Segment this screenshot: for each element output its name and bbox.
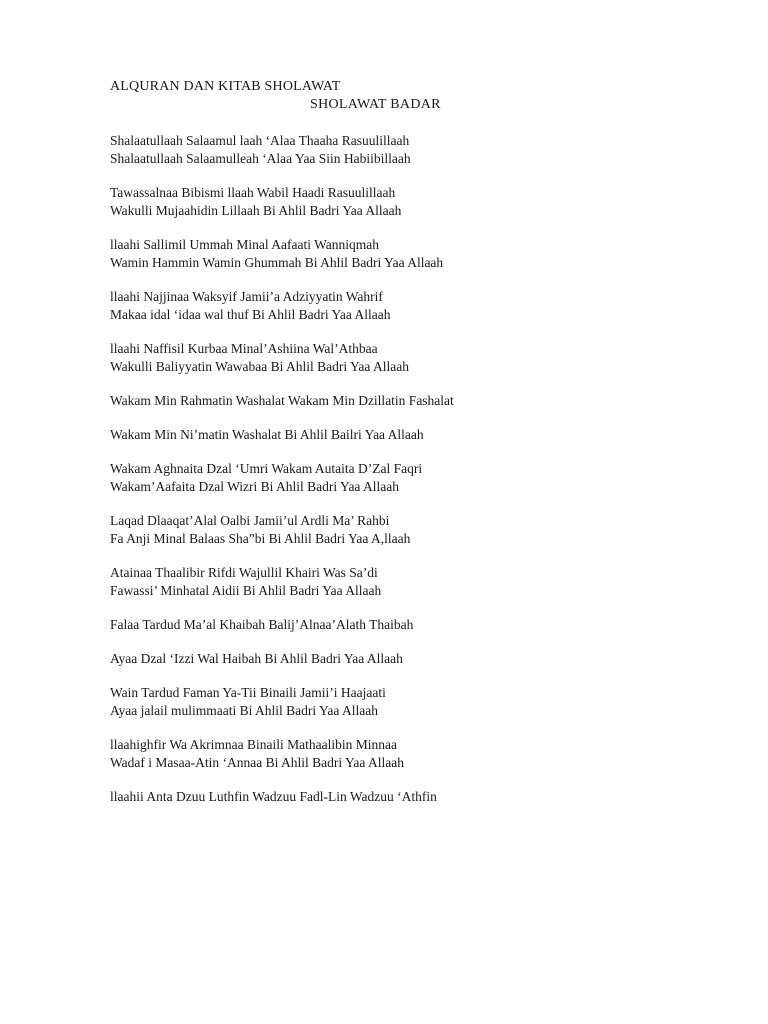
stanza xyxy=(110,650,730,668)
lyric-line: Laqad Dlaaqat’Alal Oalbi Jamii’ul Ardli Ma’ Rahbi xyxy=(110,513,390,528)
stanza xyxy=(110,184,730,220)
stanza xyxy=(110,288,730,324)
stanza xyxy=(110,616,730,634)
lyric-line: Ayaa Dzal ‘Izzi Wal Haibah Bi Ahlil Badri Yaa Allaah xyxy=(110,651,403,666)
lyric-line: llaahi Najjinaa Waksyif Jamii’a Adziyyatin Wahrif xyxy=(110,289,383,304)
stanza xyxy=(110,392,730,410)
stanza xyxy=(110,564,730,600)
lyric-line: Fawassi’ Minhatal Aidii Bi Ahlil Badri Yaa Allaah xyxy=(110,583,382,598)
lyric-line: Wadaf i Masaa-Atin ‘Annaa Bi Ahlil Badri Yaa Allaah xyxy=(110,755,404,770)
lyric-line: Wakam’Aafaita Dzal Wizri Bi Ahlil Badri Yaa Allaah xyxy=(110,479,400,494)
lyric-line: Shalaatullaah Salaamulleah ‘Alaa Yaa Siin Habiibillaah xyxy=(110,151,411,166)
lyric-line: Wain Tardud Faman Ya-Tii Binaili Jamii’i Haajaati xyxy=(110,685,386,700)
stanza xyxy=(110,460,730,496)
stanza xyxy=(110,132,730,168)
lyric-line: Wakulli Mujaahidin Lillaah Bi Ahlil Badri Yaa Allaah xyxy=(110,203,402,218)
lyric-line: llaahi Sallimil Ummah Minal Aafaati Wanniqmah xyxy=(110,237,379,252)
stanza xyxy=(110,684,730,720)
document-title: ALQURAN DAN KITAB SHOLAWAT xyxy=(110,79,341,94)
lyrics-body xyxy=(110,132,730,822)
stanza xyxy=(110,340,730,376)
stanza xyxy=(110,788,730,806)
lyric-line: Tawassalnaa Bibismi llaah Wabil Haadi Rasuulillaah xyxy=(110,185,396,200)
lyric-line: llaahighfir Wa Akrimnaa Binaili Mathaalibin Minnaa xyxy=(110,737,397,752)
lyric-line: Atainaa Thaalibir Rifdi Wajullil Khairi Was Sa’di xyxy=(110,565,378,580)
lyric-line: Ayaa jalail mulimmaati Bi Ahlil Badri Yaa Allaah xyxy=(110,703,378,718)
lyric-line: llaahii Anta Dzuu Luthfin Wadzuu Fadl-Lin Wadzuu ‘Athfin xyxy=(110,789,437,804)
stanza xyxy=(110,426,730,444)
lyric-line: Wakam Aghnaita Dzal ‘Umri Wakam Autaita D’Zal Faqri xyxy=(110,461,423,476)
lyric-line: Falaa Tardud Ma’al Khaibah Balij’Alnaa’Alath Thaibah xyxy=(110,617,414,632)
stanza xyxy=(110,736,730,772)
document-subtitle: SHOLAWAT BADAR xyxy=(310,97,441,112)
lyric-line: Makaa idal ‘idaa wal thuf Bi Ahlil Badri Yaa Allaah xyxy=(110,307,391,322)
stanza xyxy=(110,512,730,548)
lyric-line: Shalaatullaah Salaamul laah ‘Alaa Thaaha Rasuulillaah xyxy=(110,133,410,148)
lyric-line: Wakam Min Rahmatin Washalat Wakam Min Dzillatin Fashalat xyxy=(110,393,454,408)
lyric-line: Wakulli Baliyyatin Wawabaa Bi Ahlil Badri Yaa Allaah xyxy=(110,359,410,374)
stanza xyxy=(110,236,730,272)
lyric-line: Wamin Hammin Wamin Ghummah Bi Ahlil Badri Yaa Allaah xyxy=(110,255,444,270)
lyric-line: llaahi Naffisil Kurbaa Minal’Ashiina Wal’Athbaa xyxy=(110,341,378,356)
lyric-line: Wakam Min Ni’matin Washalat Bi Ahlil Bailri Yaa Allaah xyxy=(110,427,424,442)
lyric-line: Fa Anji Minal Balaas Sha”bi Bi Ahlil Badri Yaa A,llaah xyxy=(110,531,411,546)
